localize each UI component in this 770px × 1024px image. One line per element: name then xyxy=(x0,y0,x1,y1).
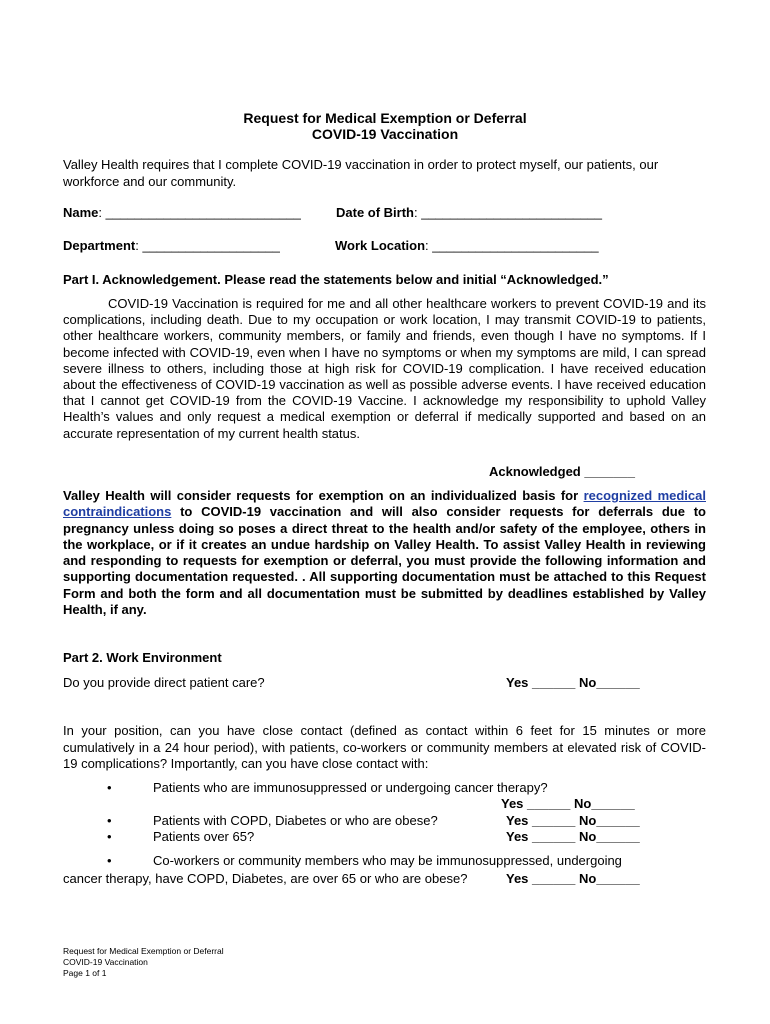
page-title: Request for Medical Exemption or Deferral xyxy=(243,110,527,126)
statement-text-start: Valley Health will consider requests for exemption on an individualized basis for xyxy=(63,488,584,503)
dob-label: Date of Birth xyxy=(336,205,414,220)
b4-yes-no[interactable]: Yes ______ No______ xyxy=(506,871,640,886)
work-location-field[interactable] xyxy=(335,238,599,253)
department-blank[interactable]: : ___________________ xyxy=(135,238,280,253)
b2-yes-no[interactable]: Yes ______ No______ xyxy=(506,813,640,828)
part2-heading: Part 2. Work Environment xyxy=(63,650,222,665)
q1-yes-no[interactable]: Yes ______ No______ xyxy=(506,675,640,690)
department-field[interactable] xyxy=(63,238,280,253)
work-location-label: Work Location xyxy=(335,238,426,253)
part1-body: COVID-19 Vaccination is required for me and all other healthcare workers to prevent COVID-19 and its complications, including death. Due to my occupation or work location, I may transmit COVID-19 to patients, other healthcare workers, community members, or family and friends, even though I have no symptoms. If I become infected with COVID-19, even when I have no symptoms or when my symptoms are mild, I can spread severe illness to others, including those at high risk for COVID-19 complication. I have received education about the effectiveness of COVID-19 vaccination as well as possible adverse events. I have received education that I cannot get COVID-19 from the COVID-19 Vaccine. I acknowledge my responsibility to uphold Valley Health’s values and only request a medical exemption or deferral if medically supported and based on an accurate representation of my current health status. xyxy=(63,296,706,441)
bullet-1: • xyxy=(107,780,112,795)
department-label: Department xyxy=(63,238,136,253)
footer-line2: COVID-19 Vaccination xyxy=(63,957,148,967)
b1-immunosuppressed: Patients who are immunosuppressed or undergoing cancer therapy? xyxy=(153,780,548,795)
name-blank[interactable]: : ___________________________ xyxy=(98,205,301,220)
dob-field[interactable] xyxy=(336,205,602,220)
name-label: Name xyxy=(63,205,99,220)
b3-yes-no[interactable]: Yes ______ No______ xyxy=(506,829,640,844)
footer-page-number: Page 1 of 1 xyxy=(63,968,107,978)
recognized-contraindications-link[interactable]: recognized medical contraindications xyxy=(63,488,706,520)
b1-yes-no[interactable]: Yes ______ No______ xyxy=(501,796,635,811)
q1-direct-patient-care: Do you provide direct patient care? xyxy=(63,675,265,690)
bullet-2: • xyxy=(107,813,112,828)
footer-line1: Request for Medical Exemption or Deferral xyxy=(63,946,224,956)
footer xyxy=(63,946,224,979)
work-location-blank[interactable]: : _______________________ xyxy=(425,238,599,253)
bullet-4: • xyxy=(107,853,112,868)
bullet-3: • xyxy=(107,829,112,844)
b2-copd-diabetes: Patients with COPD, Diabetes or who are obese? xyxy=(153,813,438,828)
name-field[interactable] xyxy=(63,205,301,220)
dob-blank[interactable]: : _________________________ xyxy=(414,205,602,220)
part1-heading: Part I. Acknowledgement. Please read the statements below and initial “Acknowledged.” xyxy=(63,272,609,287)
b3-over-65: Patients over 65? xyxy=(153,829,255,844)
b4-coworkers-line2: cancer therapy, have COPD, Diabetes, are over 65 or who are obese? xyxy=(63,871,468,886)
q2-close-contact: In your position, can you have close contact (defined as contact within 6 feet for 15 minutes or more cumulatively in a 24 hour period), with patients, co-workers or community members at elevated risk of COVID-19 complications? Importantly, can you have close contact with: xyxy=(63,723,706,771)
exemption-statement xyxy=(63,488,706,618)
statement-text-end: to COVID-19 vaccination and will also consider requests for deferrals due to pregnancy unless doing so poses a direct threat to the health and/or safety of the employee, others in the workplace, or if it creates an undue hardship on Valley Health. To assist Valley Health in reviewing and responding to requests for exemption or deferral, you must provide the following information and supporting documentation requested. . All supporting documentation must be attached to this Request Form and both the form and all documentation must be submitted by deadlines established by Valley Health, if any. xyxy=(63,504,706,618)
intro-paragraph: Valley Health requires that I complete COVID-19 vaccination in order to protect myself, our patients, our workforce and our community. xyxy=(63,157,659,189)
page-subtitle: COVID-19 Vaccination xyxy=(311,126,459,142)
acknowledged-initial[interactable]: Acknowledged _______ xyxy=(489,464,635,479)
b4-coworkers-line1: Co-workers or community members who may be immunosuppressed, undergoing xyxy=(153,853,622,868)
